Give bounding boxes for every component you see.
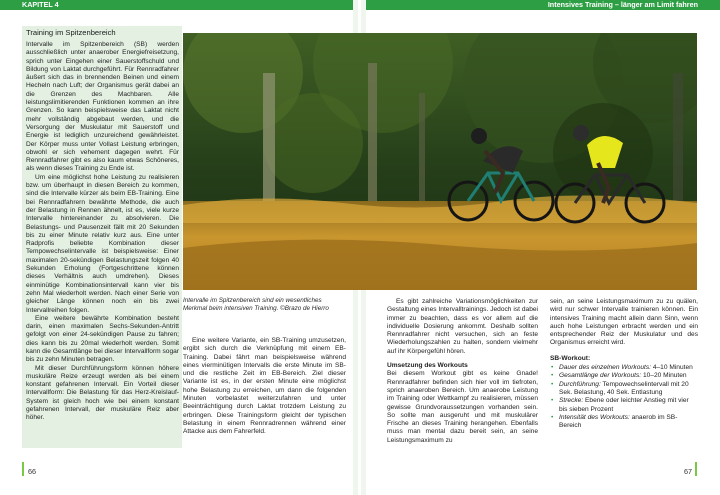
info-box-paragraph: Intervalle im Spitzenbereich (SB) werden ausschließlich unter anaerober Energiefreisetzung, sprich unter Eingehen einer Sauerstoffschuld und Bildung von Laktat durchgeführt. Für Rennradfahrer äußert sich das in brennenden Beinen und einem Hecheln nach Luft; der Organismus gerät dabei an die Grenzen des Machbaren. Alle leistungslimitierenden Funktionen kommen an ihre Grenzen. So kann beispielsweise das Laktat nicht mehr vollständig abgebaut werden, und die Versorgung der Muskulatur mit Sauerstoff und Energie ist lediglich unzureichend gewährleistet. Der Körper muss unter Vollast Leistung erbringen, obwohl er sich vehement dagegen wehrt. Für Rennradfahrer gibt es also kaum etwas Schöneres, als wenn dieses Training zu Ende ist. (26, 41, 179, 173)
running-title: Intensives Training – länger am Limit fahren (366, 0, 720, 10)
page-number-left: 66 (28, 467, 37, 476)
body-column-middle (183, 337, 346, 437)
info-box (22, 26, 182, 448)
page-number-right: 67 (684, 467, 693, 476)
workout-spec-item: • Strecke: Ebene oder leichter Anstieg mit vier bis sieben Prozent (559, 397, 698, 414)
body-column-right-b (550, 298, 698, 430)
workout-spec-item: • Gesamtlänge der Workouts: 10–20 Minuten (559, 372, 698, 380)
cyclists-photo (183, 33, 697, 290)
workout-spec-label: SB-Workout: (550, 354, 591, 362)
chapter-header: KAPITEL 4 (0, 0, 355, 10)
body-paragraph: Eine weitere Variante, ein SB-Training umzusetzen, ergibt sich durch die Verknüpfung mit einem EB-Training. Dabei fährt man beispielsweise während eines vierminütigen Intervalls die erste Minute im SB- und die restliche Zeit im EB-Bereich. Ziel dieser Variante ist es, in der ersten Minute eine möglichst hohe Belastung zu erreichen, um dann die folgenden Minuten vorbelastet weiterzufahren und unter Beeinträchtigung durch Laktat trotzdem Leistung zu erbringen. Diese Trainingsform gleicht der typischen Belastung in einem Rennradrennen während einer Attacke aus dem Fahrerfeld. (183, 337, 346, 436)
cyclists-photo-illustration (183, 33, 697, 290)
body-paragraph: sein, an seine Leistungsmaximum zu zu quälen, wird nur schwer Intervalle trainieren können. Ein intensives Training macht allein dann Sinn, wenn auch hohe Leistungen erbracht werden und ein entsprechender Reiz der Muskulatur und des Organismus erreicht wird. (550, 298, 698, 347)
info-box-paragraph: Mit dieser Durchführungsform können höhere muskuläre Reize erzeugt werden als bei einem konstant gefahrenen Intervall. Ein Vorteil dieser Intervallform: Die Belastung für das Herz-Kreislauf-System ist gleich hoch wie bei einem konstant gefahrenen Intervall, der muskuläre Reiz aber höher. (26, 364, 179, 422)
info-box-paragraph: Eine weitere bewährte Kombination besteht darin, einen maximalen Sechs-Sekunden-Antritt gefolgt von einer 24-sekündigen Pause zu fahren; dies kann bis zu 20mal wiederholt werden. Somit kann die Gesamtlänge bei dieser Intervallform sogar bis zu zehn Minuten betragen. (26, 314, 179, 364)
section-subheading: Umsetzung des Workouts (387, 362, 468, 370)
body-paragraph: Bei diesem Workout gibt es keine Gnade! Rennradfahrer befinden sich hier voll im tiefroten, sprich anaeroben Bereich. Um anaerobe Leistung im Training oder Wettkampf zu realisieren, müssen gewisse Grundvoraussetzungen vorhanden sein. So sollte man ausgeruht und mit muskulärer Frische an dieses Training herangehen. Ebenfalls muss man mental dazu bereit sein, an seine Leistungsmaximum zu (387, 370, 538, 444)
workout-spec-item: • Intensität des Workouts: anaerob im SB-Bereich (559, 414, 698, 431)
footer-accent-right (695, 462, 697, 476)
info-box-text (26, 41, 179, 423)
workout-spec-item: • Durchführung: Tempowechselintervall mit 20 Sek. Belastung, 40 Sek. Entlastung (559, 381, 698, 398)
info-box-paragraph: Um eine möglichst hohe Leistung zu realisieren bzw. um überhaupt in diesen Bereich zu kommen, sind die Intervalle kürzer als beim EB-Training. Eine bei Rennradfahrern bewährte Methode, die auch der Belastung in Rennen ähnelt, ist es, viele kurze Intervalle hintereinander zu absolvieren. Die Belastungs- und Pausenzeit fällt mit 20 Sekunden bis zu einer Minute relativ kurz aus. Eine unter Radprofis beliebte Kombination dieser Tempowechselintervalle ist beispielsweise: Einer maximalen 20-sekündigen Belastungszeit folgen 40 Sekunden Erholung (Fortgeschrittene können dieses Verhältnis auch umdrehen). Dieses einminütige Kombinationsintervall kann vier bis zehn Mal wiederholt werden. Nach einer Serie von gleicher Länge können noch ein bis zwei Intervallreihen folgen. (26, 173, 179, 314)
body-column-right-a (387, 298, 538, 445)
footer-accent-left (22, 462, 24, 476)
workout-spec-list (550, 364, 698, 430)
photo-caption: Intervalle im Spitzenbereich sind ein wesentliches Merkmal beim intensiven Training. ©Brazo de Hierro (183, 297, 329, 312)
workout-spec-item: • Dauer des einzelnen Workouts: 4–10 Minuten (559, 364, 698, 372)
body-paragraph: Es gibt zahlreiche Variationsmöglichkeiten zur Gestaltung eines Intervalltrainings. Jedoch ist dabei immer zu beachten, dass es vor allem auf die individuelle Dosierung ankommt. Deshalb sollten Rennradfahrer nicht versuchen, sich an feste Wiederholungszahlen zu halten, sondern vielmehr auf ihr Körpergefühl hören. (387, 298, 538, 355)
info-box-title: Training im Spitzenbereich (26, 28, 116, 37)
